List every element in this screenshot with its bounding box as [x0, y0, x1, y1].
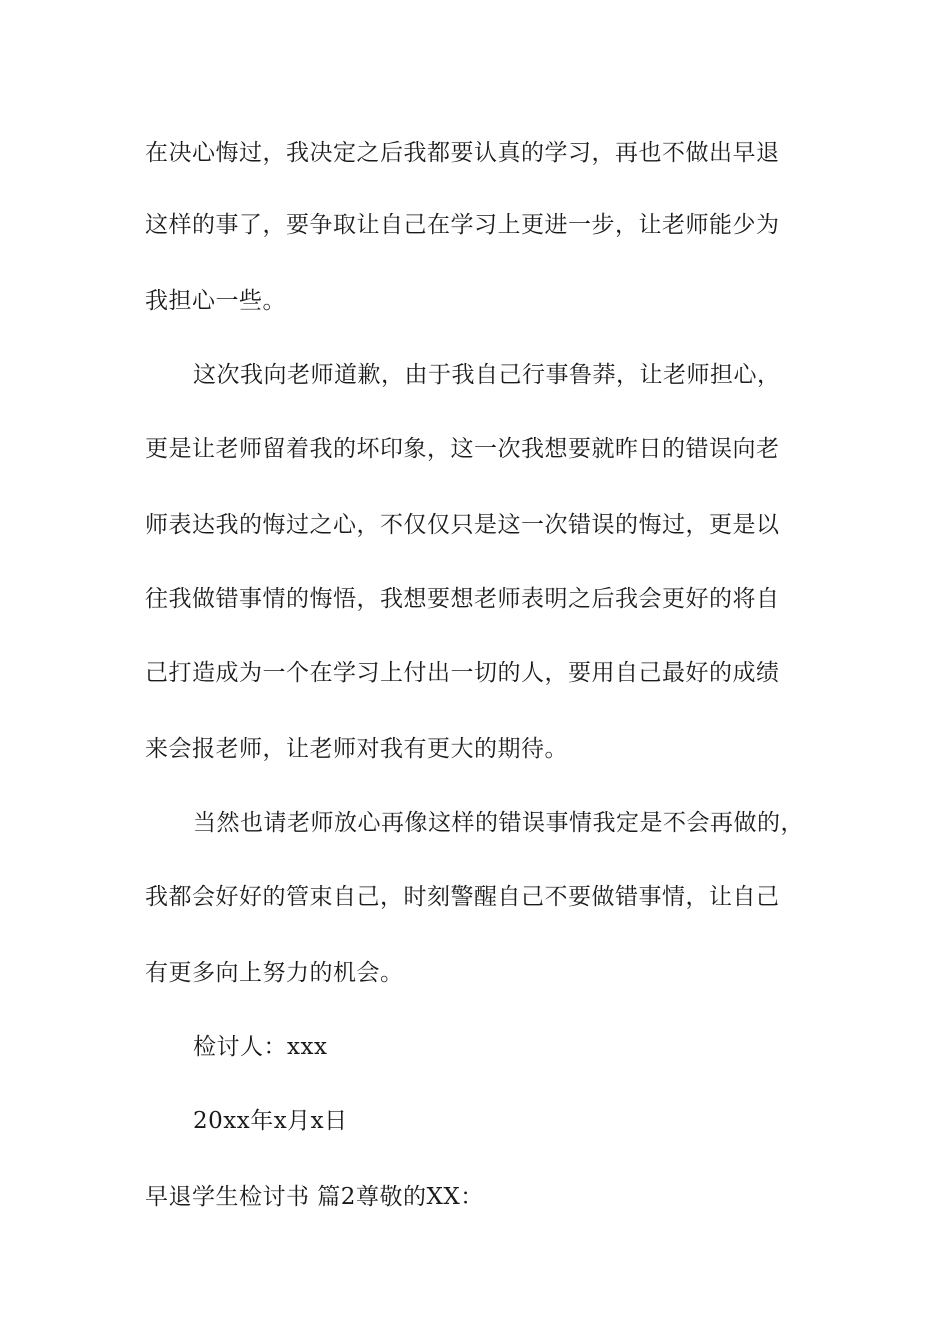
- signature-date: 20xx年x月x日: [193, 1108, 348, 1134]
- paragraph-line: 我都会好好的管束自己，时刻警醒自己不要做错事情，让自己: [145, 884, 780, 910]
- paragraph-line: 往我做错事情的悔悟，我想要想老师表明之后我会更好的将自: [145, 586, 780, 612]
- section-heading: 早退学生检讨书 篇2尊敬的XX：: [145, 1184, 484, 1210]
- paragraph-line: 我担心一些。: [145, 288, 286, 314]
- paragraph-line: 师表达我的悔过之心，不仅仅只是这一次错误的悔过，更是以: [145, 512, 780, 538]
- paragraph-line: 在决心悔过，我决定之后我都要认真的学习，再也不做出早退: [145, 140, 780, 166]
- paragraph-line: 当然也请老师放心再像这样的错误事情我定是不会再做的，: [193, 810, 804, 836]
- paragraph-line: 这样的事了，要争取让自己在学习上更进一步，让老师能少为: [145, 212, 780, 238]
- paragraph-line: 更是让老师留着我的坏印象，这一次我想要就昨日的错误向老: [145, 436, 780, 462]
- paragraph-line: 来会报老师，让老师对我有更大的期待。: [145, 736, 568, 762]
- signature-name: 检讨人：xxx: [193, 1034, 328, 1060]
- paragraph-line: 这次我向老师道歉，由于我自己行事鲁莽，让老师担心，: [193, 362, 781, 388]
- paragraph-line: 己打造成为一个在学习上付出一切的人，要用自己最好的成绩: [145, 660, 780, 686]
- paragraph-line: 有更多向上努力的机会。: [145, 960, 404, 986]
